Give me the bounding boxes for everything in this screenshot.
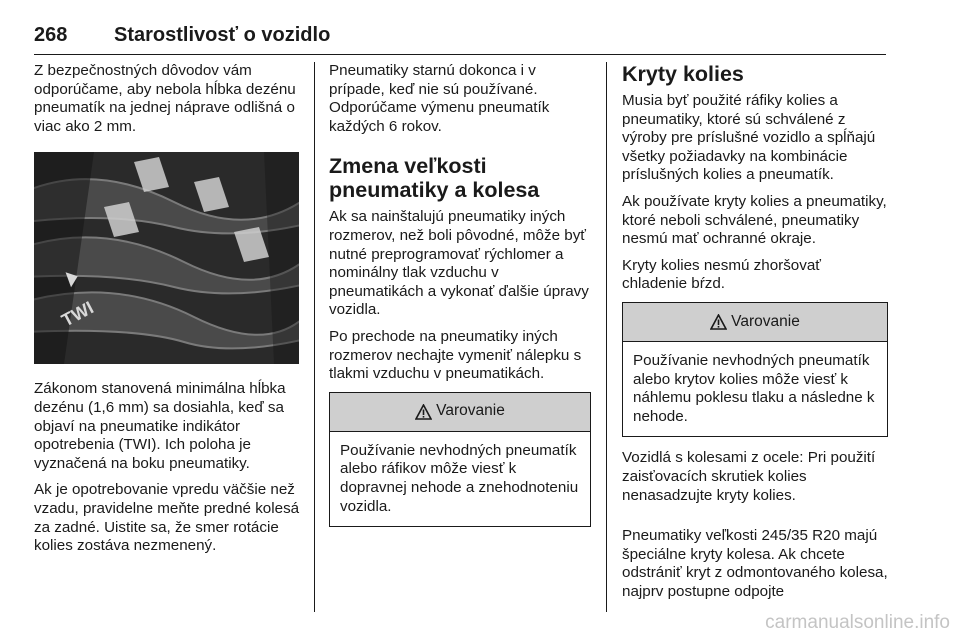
page-header [34, 24, 886, 55]
page-number: 268 [34, 24, 68, 46]
watermark: carmanualsonline.info [765, 612, 950, 633]
column-right [622, 62, 888, 609]
paragraph-label-change: Po prechode na pneumatiky iných rozmerov nechajte vymeniť nálepku s tlakmi vzduchu v pneumatikách. [329, 327, 582, 383]
paragraph-size-change: Ak sa nainštalujú pneumatiky iných rozmerov, než boli pôvodné, môže byť nutné preprogramovať rýchlomer a nominálny tlak vzduchu v pneumatikách a vykonať ďalšie úpravy vozidla. [329, 208, 589, 319]
twi-label: TWI [58, 297, 97, 331]
paragraph-tire-age: Pneumatiky starnú dokonca i v prípade, keď nie sú používané. Odporúčame výmenu pneumatík každých 6 rokov. [329, 62, 550, 135]
warning-triangle-icon [415, 404, 432, 420]
warning-text: Používanie nevhodných pneumatík alebo ráfikov môže viesť k dopravnej nehode a znehodnoteniu vozidla. [340, 441, 579, 515]
paragraph-special-covers: Pneumatiky veľkosti 245/35 R20 majú špeciálne kryty kolesa. Ak chcete odstrániť kryt z odmontovaného kolesa, najprv postupne odpojte [622, 527, 888, 600]
column-divider-2 [606, 62, 607, 612]
section-heading-size-change: Zmena veľkosti pneumatiky a kolesa [329, 154, 540, 203]
tire-tread-image [34, 152, 299, 364]
warning-header [330, 393, 590, 432]
paragraph-steel-wheels: Vozidlá s kolesami z ocele: Pri použití zaisťovacích skrutiek kolies nenasadzujte kryty kolies. [622, 449, 876, 504]
warning-triangle-icon [710, 314, 727, 330]
paragraph-rotation: Ak je opotrebovanie vpredu väčšie než vzadu, pravidelne meňte predné kolesá za zadné. Uistite sa, že smer rotácie kolies zostáva nezmenený. [34, 481, 300, 555]
warning-header [623, 303, 887, 342]
warning-title: Varovanie [731, 312, 800, 330]
paragraph-approved-rims: Musia byť použité ráfiky kolies a pneumatiky, ktoré sú schválené z výroby pre príslušné vozidlo a spĺňajú všetky požiadavky na kombinácie príslušných kolies a pneumatík. [622, 92, 876, 184]
paragraph-min-depth: Zákonom stanovená minimálna hĺbka dezénu (1,6 mm) sa dosiahla, keď sa objaví na pneumatike indikátor opotrebenia (TWI). Ich poloha je vyznačená na boku pneumatiky. [34, 380, 286, 472]
column-left [34, 62, 302, 564]
paragraph-brake-cooling: Kryty kolies nesmú zhoršovať chladenie bŕzd. [622, 256, 821, 293]
paragraph-unapproved-covers: Ak používate kryty kolies a pneumatiky, ktoré neboli schválené, pneumatiky nesmú mať ochranné okraje. [622, 192, 887, 248]
column-divider-1 [314, 62, 315, 612]
paragraph-tread-depth: Z bezpečnostných dôvodov vám odporúčame, aby nebola hĺbka dezénu pneumatík na jednej náprave odlišná o viac ako 2 mm. [34, 62, 296, 135]
warning-title: Varovanie [436, 402, 505, 420]
warning-box [622, 302, 888, 437]
page-title: Starostlivosť o vozidlo [114, 24, 331, 46]
section-heading-wheel-covers: Kryty kolies [622, 62, 744, 86]
column-middle [329, 62, 591, 539]
warning-text: Používanie nevhodných pneumatík alebo krytov kolies môže viesť k náhlemu poklesu tlaku a následne k nehode. [633, 351, 875, 425]
warning-box [329, 392, 591, 527]
